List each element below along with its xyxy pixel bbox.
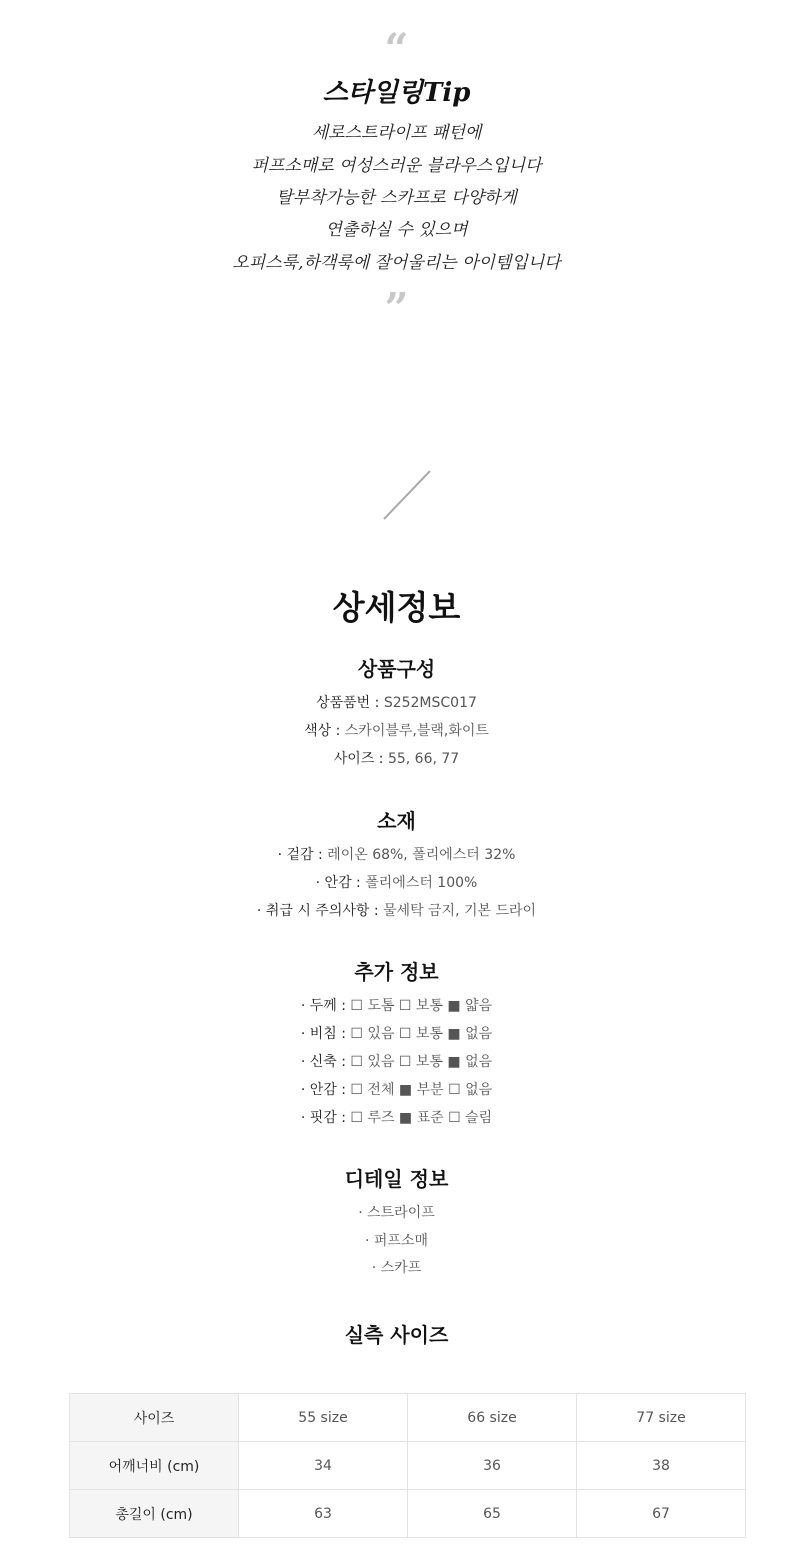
row-label: 상품품번 : [316, 695, 380, 711]
thickness-row [0, 995, 793, 1015]
row-label: · 취급 시 주의사항 : [256, 903, 379, 919]
size-header-cell: 55 size [239, 1394, 408, 1442]
transparency-row [0, 1023, 793, 1043]
row-label: · 안감 : [315, 875, 361, 891]
table-row [70, 1394, 746, 1442]
total-length-label: 총길이 (cm) [70, 1490, 239, 1538]
lining-row [0, 1079, 793, 1099]
row-label: · 핏감 : [300, 1110, 346, 1126]
row-value: ☐ 도톰 ☐ 보통 ■ 얇음 [350, 998, 493, 1014]
slash-divider-icon [380, 470, 436, 522]
detail-feature-item: · 스카프 [371, 1260, 422, 1276]
row-value: ☐ 있음 ☐ 보통 ■ 없음 [350, 1054, 493, 1070]
row-value: ☐ 전체 ■ 부분 ☐ 없음 [350, 1082, 493, 1098]
table-cell: 63 [239, 1490, 408, 1538]
table-cell: 36 [408, 1442, 577, 1490]
material-title: 소재 [377, 809, 416, 833]
row-value: S252MSC017 [383, 695, 477, 711]
styling-tip-line: 세로스트라이프 패턴에 [311, 123, 482, 143]
styling-tip-line: 연출하실 수 있으며 [325, 220, 468, 240]
row-label: · 신축 : [300, 1054, 346, 1070]
size-header-cell: 66 size [408, 1394, 577, 1442]
size-row [0, 748, 793, 768]
product-composition-title: 상품구성 [357, 657, 436, 681]
size-chart-title: 실측 사이즈 [344, 1323, 449, 1347]
row-value: 스카이블루,블랙,화이트 [344, 723, 489, 739]
row-value: 폴리에스터 100% [365, 875, 478, 891]
styling-tip-line: 오피스룩,하객룩에 잘어울리는 아이템입니다 [232, 253, 561, 273]
row-label: 사이즈 : [333, 751, 384, 767]
detail-features-title: 디테일 정보 [344, 1167, 449, 1191]
outer-material-row [0, 844, 793, 864]
row-value: ☐ 있음 ☐ 보통 ■ 없음 [350, 1026, 493, 1042]
lining-material-row [0, 872, 793, 892]
styling-tip-line: 퍼프소매로 여성스러운 블라우스입니다 [251, 156, 542, 176]
color-row [0, 720, 793, 740]
row-value: 레이온 68%, 폴리에스터 32% [327, 847, 516, 863]
row-label: 색상 : [304, 723, 341, 739]
row-label: · 겉감 : [277, 847, 323, 863]
product-code-row [0, 692, 793, 712]
table-cell: 34 [239, 1442, 408, 1490]
styling-tip-title: 스타일링Tip [322, 78, 471, 108]
row-value: ☐ 루즈 ■ 표준 ☐ 슬림 [350, 1110, 493, 1126]
size-header-cell: 77 size [577, 1394, 746, 1442]
row-value: 55, 66, 77 [387, 751, 460, 767]
detail-feature-item: · 퍼프소매 [365, 1233, 428, 1249]
fit-row [0, 1107, 793, 1127]
size-header-label: 사이즈 [70, 1394, 239, 1442]
shoulder-width-label: 어깨너비 (cm) [70, 1442, 239, 1490]
table-row [70, 1490, 746, 1538]
care-instructions-row [0, 900, 793, 920]
size-chart-table [69, 1393, 746, 1538]
stretch-row [0, 1051, 793, 1071]
styling-tip-line: 탈부착가능한 스카프로 다양하게 [276, 188, 517, 208]
table-cell: 67 [577, 1490, 746, 1538]
extra-info-title: 추가 정보 [354, 960, 439, 984]
row-value: 물세탁 금지, 기본 드라이 [383, 903, 537, 919]
detail-feature-item: · 스트라이프 [358, 1205, 435, 1221]
table-row [70, 1442, 746, 1490]
open-quote-icon: “ [384, 24, 409, 73]
row-label: · 안감 : [300, 1082, 346, 1098]
close-quote-icon: ” [384, 284, 409, 333]
detail-info-title: 상세정보 [332, 588, 461, 627]
table-cell: 38 [577, 1442, 746, 1490]
table-cell: 65 [408, 1490, 577, 1538]
row-label: · 비침 : [300, 1026, 346, 1042]
row-label: · 두께 : [300, 998, 346, 1014]
